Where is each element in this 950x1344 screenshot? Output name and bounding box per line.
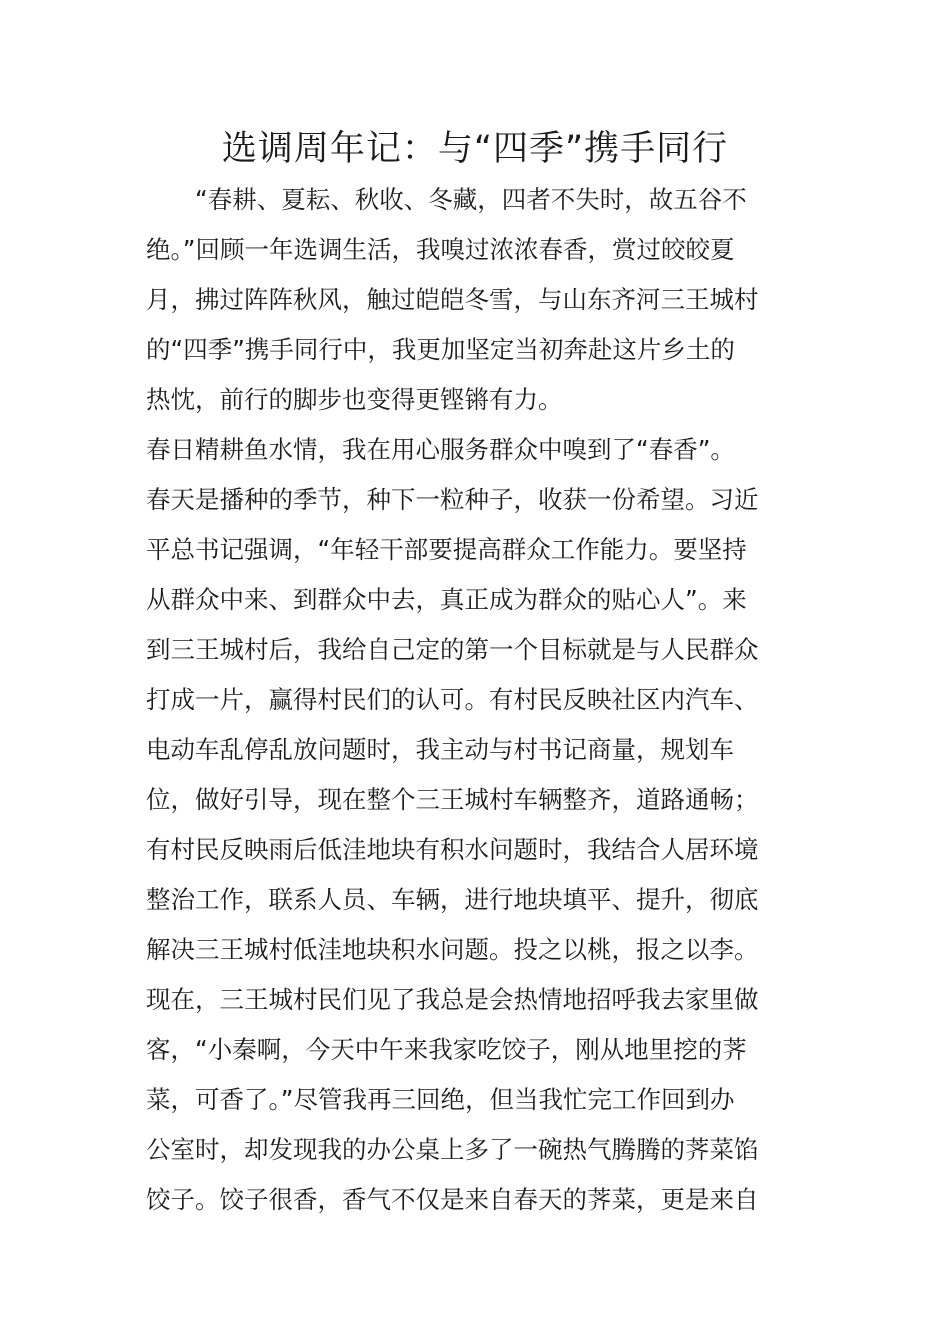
paragraph-2-line-12: 现在，三王城村民们见了我总是会热情地招呼我去家里做 <box>146 985 759 1014</box>
paragraph-2-line-3: 平总书记强调，“年轻干部要提高群众工作能力。要坚持 <box>146 535 747 564</box>
paragraph-2-line-10: 整治工作，联系人员、车辆，进行地块填平、提升，彻底 <box>146 885 759 914</box>
paragraph-1-line-2: 绝。”回顾一年选调生活，我嗅过浓浓春香，赏过皎皎夏 <box>146 235 735 264</box>
document-title: 选调周年记：与“四季”携手同行 <box>221 129 729 169</box>
paragraph-2-line-13: 客，“小秦啊，今天中午来我家吃饺子，刚从地里挖的荠 <box>146 1035 747 1064</box>
paragraph-2-line-8: 位，做好引导，现在整个三王城村车辆整齐，道路通畅； <box>146 785 759 814</box>
paragraph-1-line-5: 热忱，前行的脚步也变得更铿锵有力。 <box>146 385 563 414</box>
paragraph-1-line-1: “春耕、夏耘、秋收、冬藏，四者不失时，故五谷不 <box>146 185 747 214</box>
paragraph-2-line-6: 打成一片，赢得村民们的认可。有村民反映社区内汽车、 <box>146 685 759 714</box>
paragraph-2-line-1: 春日精耕鱼水情，我在用心服务群众中嗅到了“春香”。 <box>146 435 735 464</box>
paragraph-2-line-11: 解决三王城村低洼地块积水问题。投之以桃，报之以李。 <box>146 935 759 964</box>
paragraph-2-line-16: 饺子。饺子很香，香气不仅是来自春天的荠菜，更是来自 <box>146 1185 759 1214</box>
paragraph-1-line-4: 的“四季”携手同行中，我更加坚定当初奔赴这片乡土的 <box>146 335 735 364</box>
paragraph-2-line-14: 菜，可香了。”尽管我再三回绝，但当我忙完工作回到办 <box>146 1085 735 1114</box>
paragraph-2-line-2: 春天是播种的季节，种下一粒种子，收获一份希望。习近 <box>146 485 759 514</box>
paragraph-2-line-5: 到三王城村后，我给自己定的第一个目标就是与人民群众 <box>146 635 759 664</box>
paragraph-2-line-15: 公室时，却发现我的办公桌上多了一碗热气腾腾的荠菜馅 <box>146 1135 759 1164</box>
paragraph-2-line-9: 有村民反映雨后低洼地块有积水问题时，我结合人居环境 <box>146 835 759 864</box>
paragraph-2-line-4: 从群众中来、到群众中去，真正成为群众的贴心人”。来 <box>146 585 747 614</box>
paragraph-2-line-7: 电动车乱停乱放问题时，我主动与村书记商量，规划车 <box>146 735 734 764</box>
paragraph-1-line-3: 月，拂过阵阵秋风，触过皑皑冬雪，与山东齐河三王城村 <box>146 285 759 314</box>
